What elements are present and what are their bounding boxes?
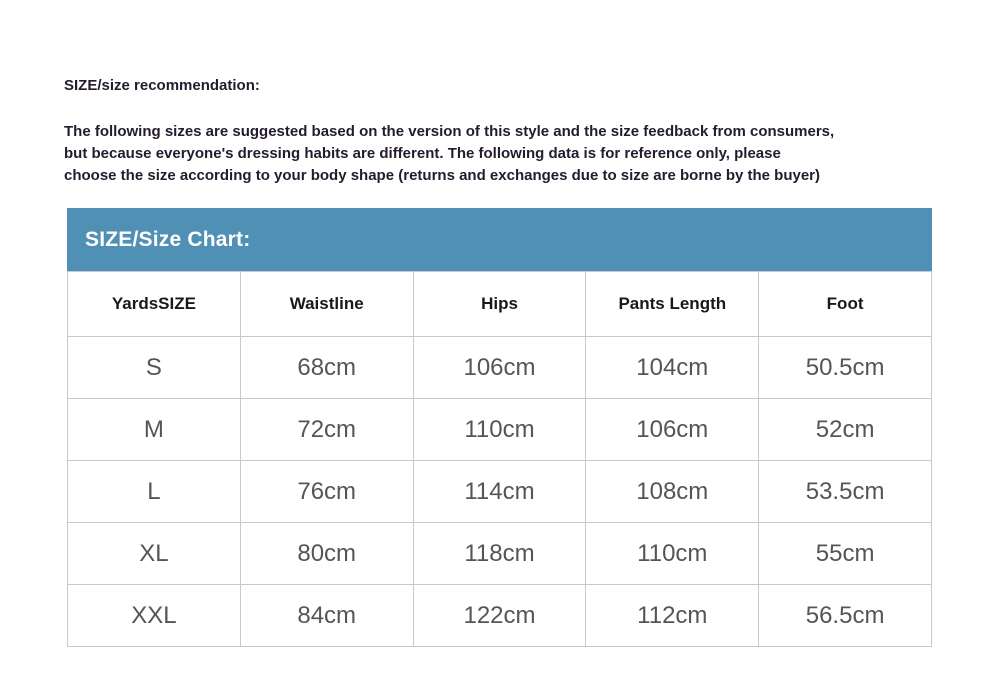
column-header-yards-size: YardsSIZE	[68, 272, 241, 337]
size-chart-section	[67, 208, 932, 647]
column-header-waistline: Waistline	[240, 272, 413, 337]
waistline-cell: 72cm	[240, 399, 413, 461]
size-recommendation-line-2: but because everyone's dressing habits are different. The following data is for reference only, please	[64, 145, 781, 162]
waistline-cell: 84cm	[240, 585, 413, 647]
size-cell: M	[68, 399, 241, 461]
size-chart-table	[67, 271, 932, 647]
size-cell: XL	[68, 523, 241, 585]
table-row-l	[68, 461, 932, 523]
pants-length-cell: 108cm	[586, 461, 759, 523]
waistline-cell: 80cm	[240, 523, 413, 585]
waistline-cell: 76cm	[240, 461, 413, 523]
pants-length-cell: 106cm	[586, 399, 759, 461]
size-chart-title-bar	[67, 208, 932, 271]
foot-cell: 56.5cm	[759, 585, 932, 647]
size-cell: L	[68, 461, 241, 523]
hips-cell: 114cm	[413, 461, 586, 523]
size-chart-title: SIZE/Size Chart:	[85, 227, 251, 251]
foot-cell: 55cm	[759, 523, 932, 585]
column-header-hips: Hips	[413, 272, 586, 337]
pants-length-cell: 104cm	[586, 337, 759, 399]
size-recommendation-line-1: The following sizes are suggested based on the version of this style and the size feedback from consumers,	[64, 123, 835, 140]
hips-cell: 110cm	[413, 399, 586, 461]
table-row-xxl	[68, 585, 932, 647]
hips-cell: 118cm	[413, 523, 586, 585]
column-header-pants-length: Pants Length	[586, 272, 759, 337]
pants-length-cell: 112cm	[586, 585, 759, 647]
waistline-cell: 68cm	[240, 337, 413, 399]
foot-cell: 53.5cm	[759, 461, 932, 523]
table-row-m	[68, 399, 932, 461]
size-cell: XXL	[68, 585, 241, 647]
hips-cell: 106cm	[413, 337, 586, 399]
size-recommendation-section	[64, 77, 834, 187]
table-row-xl	[68, 523, 932, 585]
pants-length-cell: 110cm	[586, 523, 759, 585]
size-chart-header-row	[68, 272, 932, 337]
hips-cell: 122cm	[413, 585, 586, 647]
foot-cell: 50.5cm	[759, 337, 932, 399]
size-recommendation-line-3: choose the size according to your body shape (returns and exchanges due to size are borne by the buyer)	[64, 167, 821, 184]
size-cell: S	[68, 337, 241, 399]
foot-cell: 52cm	[759, 399, 932, 461]
size-recommendation-paragraph	[64, 121, 834, 187]
column-header-foot: Foot	[759, 272, 932, 337]
table-row-s	[68, 337, 932, 399]
size-recommendation-heading: SIZE/size recommendation:	[64, 77, 260, 94]
